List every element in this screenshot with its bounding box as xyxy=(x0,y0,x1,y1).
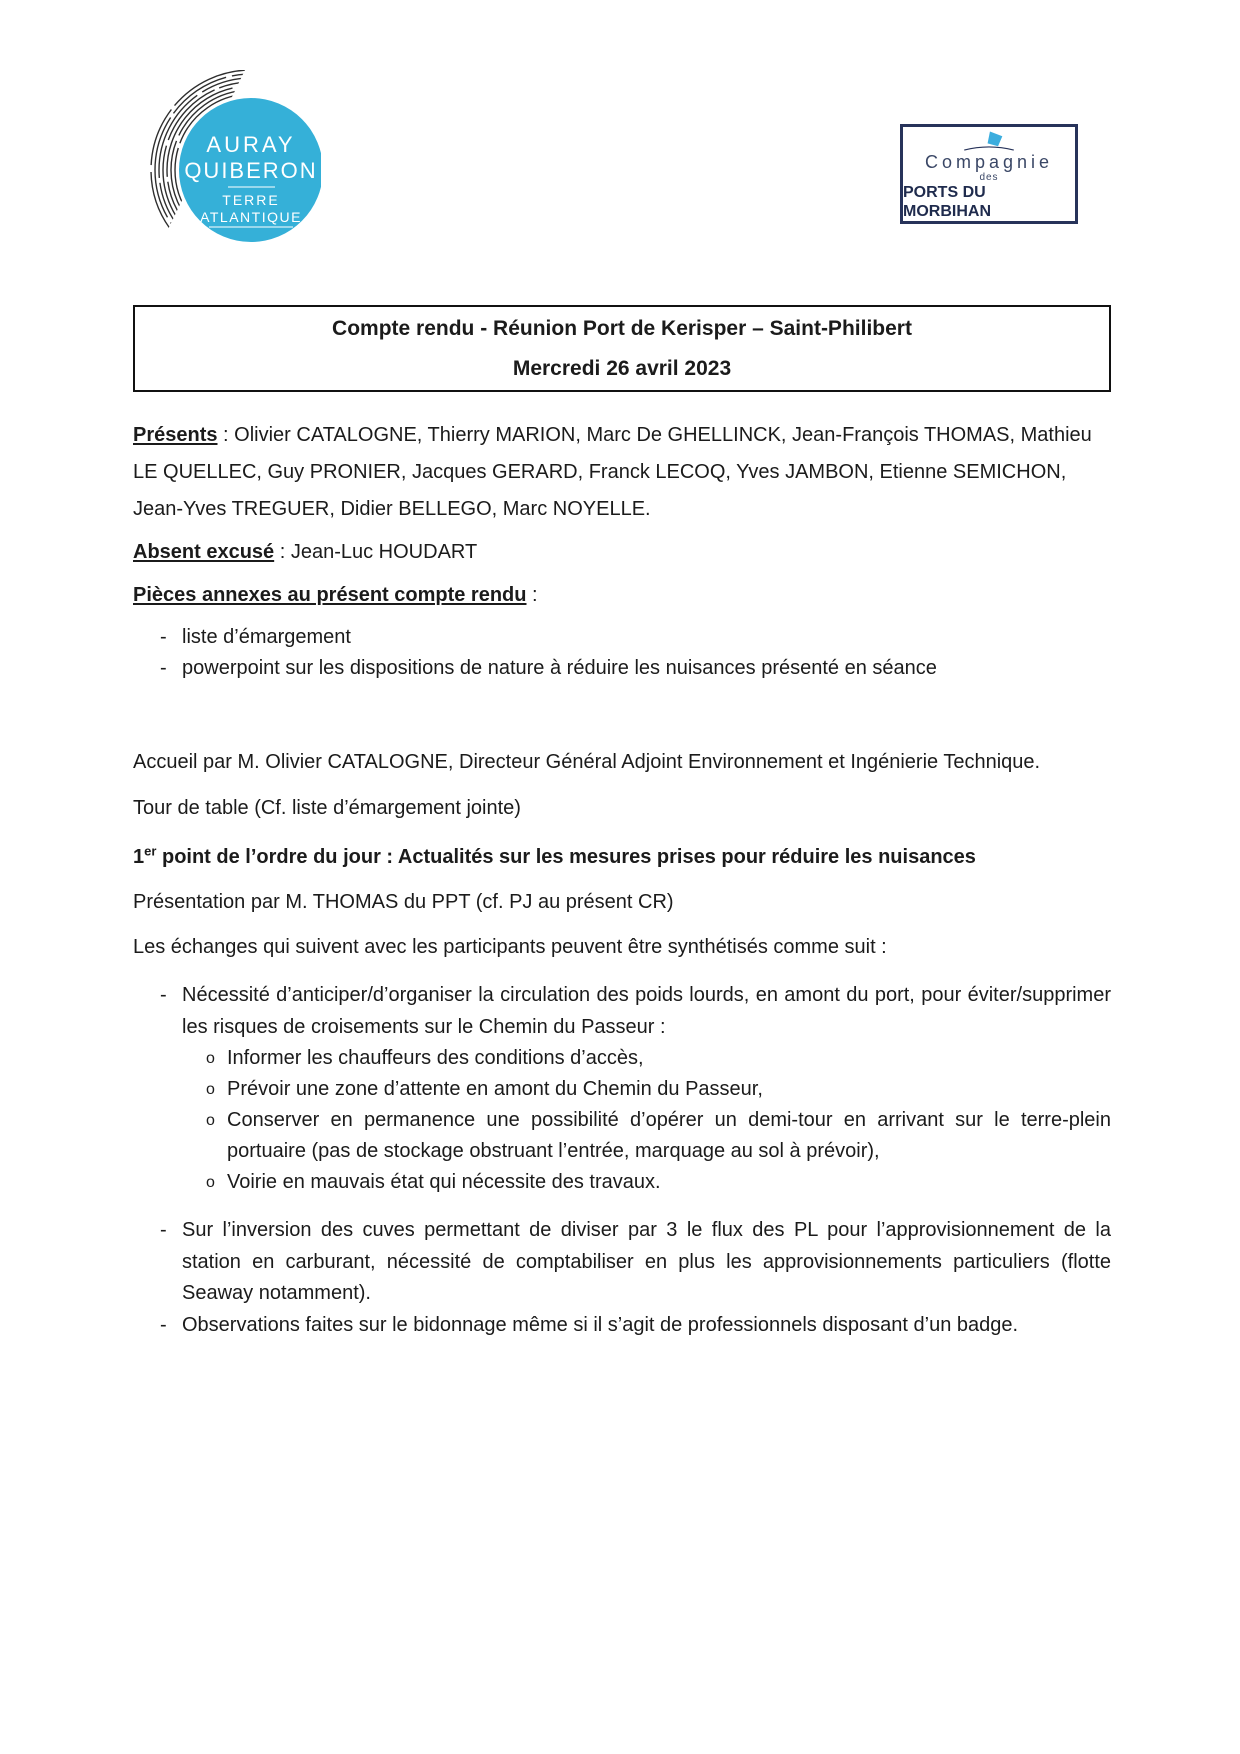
circle-bullet: o xyxy=(206,1112,215,1129)
list-item xyxy=(133,622,1111,653)
circle-bullet: o xyxy=(206,1081,215,1098)
logo-auray-quiberon xyxy=(133,70,321,248)
dash-bullet: - xyxy=(160,984,167,1006)
logo-left-line2: QUIBERON xyxy=(184,158,318,183)
list-item-text: liste d’émargement xyxy=(182,626,351,648)
sail-icon xyxy=(929,131,1049,151)
document-content xyxy=(133,305,1111,1341)
agenda-point-ordinal: er xyxy=(144,843,157,859)
sub-list-item-text: Prévoir une zone d’attente en amont du Chemin du Passeur, xyxy=(227,1078,763,1100)
list-item xyxy=(133,653,1111,684)
list-item xyxy=(133,1310,1111,1342)
absent-separator: : xyxy=(274,541,291,563)
tour-de-table-paragraph: Tour de table (Cf. liste d’émargement jointe) xyxy=(133,797,521,819)
logo-right-line3: PORTS DU MORBIHAN xyxy=(903,184,991,220)
presentation-paragraph: Présentation par M. THOMAS du PPT (cf. PJ au présent CR) xyxy=(133,891,674,913)
agenda-point-text: point de l’ordre du jour : Actualités sur les mesures prises pour réduire les nuisances xyxy=(156,846,976,868)
list-item xyxy=(133,980,1111,1043)
circle-bullet: o xyxy=(206,1174,215,1191)
sub-list-item xyxy=(133,1043,1111,1074)
logo-right-line1: Compagnie xyxy=(924,152,1054,172)
logo-left-line3: TERRE xyxy=(222,192,280,208)
absent-label: Absent excusé xyxy=(133,541,275,563)
list-item-text: Sur l’inversion des cuves permettant de diviser par 3 le flux des PL pour l’approvisionnement de la station en carburant, nécessité de comptabiliser en plus les approvisionnements particuliers (flotte Seaway notamment). xyxy=(182,1219,1111,1304)
dash-bullet: - xyxy=(160,626,167,648)
agenda-point-number: 1 xyxy=(133,846,145,868)
discussion-list xyxy=(133,980,1111,1341)
sub-list-item xyxy=(133,1074,1111,1105)
document-title: Compte rendu - Réunion Port de Kerisper – Saint-Philibert xyxy=(332,317,912,340)
logo-right-line2: des xyxy=(979,172,999,183)
presents-names: Olivier CATALOGNE, Thierry MARION, Marc De GHELLINCK, Jean-François THOMAS, Mathieu LE QUELLEC, Guy PRONIER, Jacques GERARD, Franck LECOQ, Yves JAMBON, Etienne SEMICHON, Jean-Yves TREGUER, Didier BELLEGO, Marc NOYELLE. xyxy=(133,424,1092,520)
list-item-text: powerpoint sur les dispositions de nature à réduire les nuisances présenté en séance xyxy=(182,657,937,679)
echanges-intro-paragraph: Les échanges qui suivent avec les participants peuvent être synthétisés comme suit : xyxy=(133,936,887,958)
list-item-text: Nécessité d’anticiper/d’organiser la circulation des poids lourds, en amont du port, pour éviter/supprimer les risques de croisements sur le Chemin du Passeur : xyxy=(182,984,1111,1038)
fingerprint-icon xyxy=(133,70,321,248)
document-date: Mercredi 26 avril 2023 xyxy=(512,357,732,380)
sub-list-item xyxy=(133,1105,1111,1167)
annexes-separator: : xyxy=(526,584,538,606)
logo-left-line1: AURAY xyxy=(206,132,296,157)
circle-bullet: o xyxy=(206,1050,215,1067)
list-item-text: Observations faites sur le bidonnage même si il s’agit de professionnels disposant d’un badge. xyxy=(182,1313,1019,1336)
logo-left-line4: ATLANTIQUE xyxy=(200,209,302,225)
dash-bullet: - xyxy=(160,1313,167,1336)
agenda-point-heading xyxy=(133,839,1111,876)
presents-separator: : xyxy=(217,424,235,446)
sub-list-item-text: Conserver en permanence une possibilité d’opérer un demi-tour en arrivant sur le terre-plein portuaire (pas de stockage obstruant l’entrée, marquage au sol à prévoir), xyxy=(227,1109,1111,1162)
annexes-paragraph xyxy=(133,577,1111,614)
dash-bullet: - xyxy=(160,1219,167,1241)
sub-list-item xyxy=(133,1167,1111,1198)
annexes-label: Pièces annexes au présent compte rendu xyxy=(133,584,527,606)
sub-list-item-text: Voirie en mauvais état qui nécessite des travaux. xyxy=(227,1171,661,1193)
title-box xyxy=(133,305,1111,392)
presents-label: Présents xyxy=(133,424,218,446)
presents-paragraph xyxy=(133,417,1111,528)
absent-paragraph xyxy=(133,534,1111,571)
sub-list xyxy=(133,1043,1111,1198)
dash-bullet: - xyxy=(160,657,167,679)
sub-list-item-text: Informer les chauffeurs des conditions d’accès, xyxy=(227,1047,644,1069)
list-item xyxy=(133,1215,1111,1310)
logo-ports-morbihan xyxy=(900,124,1078,224)
annexes-list xyxy=(133,622,1111,684)
accueil-paragraph: Accueil par M. Olivier CATALOGNE, Directeur Général Adjoint Environnement et Ingénierie Technique. xyxy=(133,751,1041,773)
absent-name: Jean-Luc HOUDART xyxy=(290,541,478,563)
